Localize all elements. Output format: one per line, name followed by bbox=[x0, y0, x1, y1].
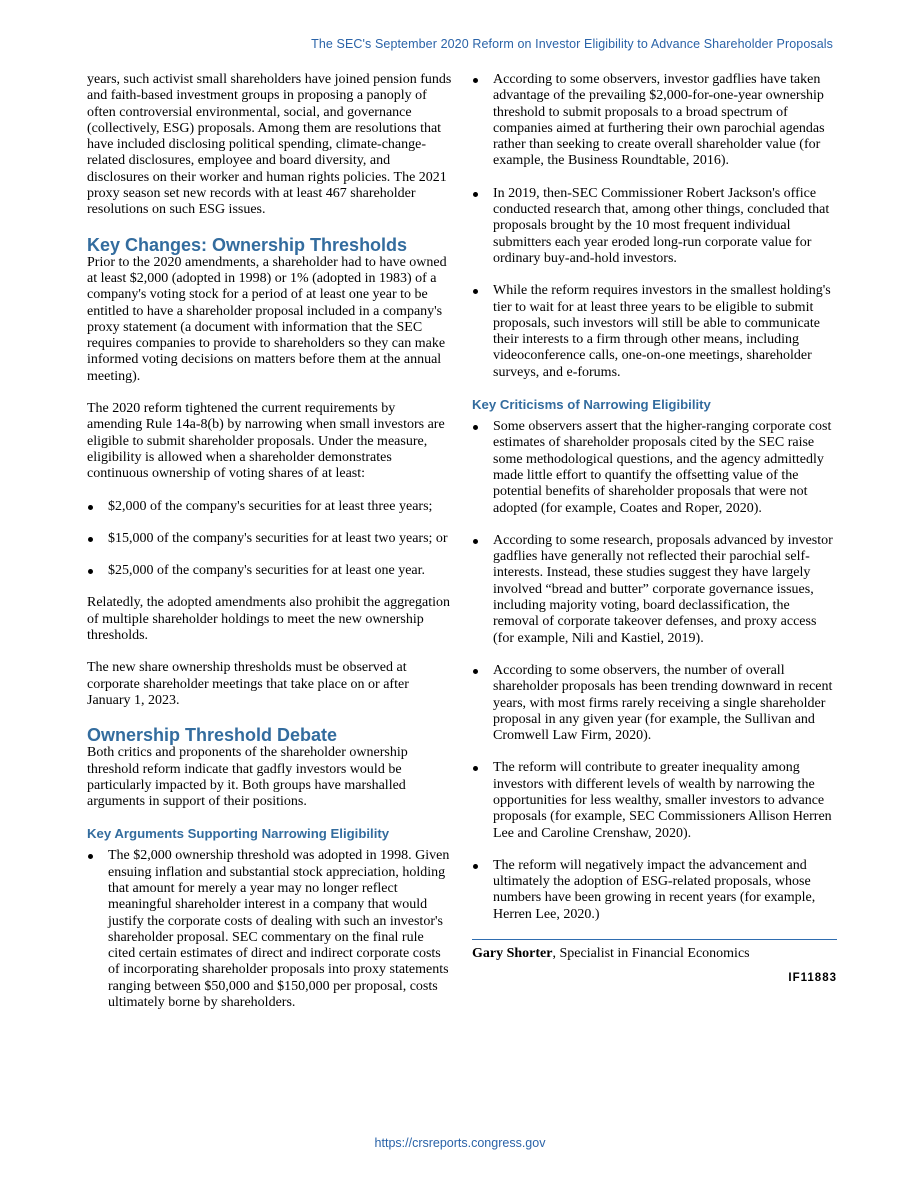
right-column bbox=[472, 72, 837, 987]
supporting-heading: Key Arguments Supporting Narrowing Eligibility bbox=[87, 826, 390, 842]
criticism-item: The reform will negatively impact the advancement and ultimately the adoption of ESG-related proposals, whose numbers have been growing in recent years (for example, Herren Lee, 2020.) bbox=[472, 858, 837, 923]
key-changes-paragraph-2: The 2020 reform tightened the current requirements by amending Rule 14a-8(b) by narrowing when small investors are eligible to submit shareholder proposals. Under the measure, eligibility is allowed when a shareholder demonstrates continuous ownership of voting shares of at least: bbox=[87, 401, 445, 482]
crs-reports-link[interactable]: https://crsreports.congress.gov bbox=[374, 1136, 546, 1150]
key-changes-heading: Key Changes: Ownership Thresholds bbox=[87, 234, 408, 255]
criticism-item: The reform will contribute to greater inequality among investors with different levels of wealth by narrowing the opportunities for less wealthy, smaller investors to advance proposals (for example, SEC Commissioners Allison Herren Lee and Caroline Crenshaw, 2020). bbox=[472, 760, 837, 841]
supporting-item: While the reform requires investors in the smallest holding's tier to wait for at least three years to be eligible to submit proposals, such investors will still be able to communicate their interests to a firm through other means, including videoconference calls, one-on-one meetings, shareholder surveys, and e-forums. bbox=[472, 283, 837, 381]
criticism-item: According to some research, proposals advanced by investor gadflies have generally not reflected their parochial self-interests. Instead, these studies suggest they have largely involved “bread and butter” corporate governance issues, including majority voting, board declassification, the removal of corporate takeover defenses, and proxy access (for example, Nili and Kastiel, 2019). bbox=[472, 533, 837, 647]
intro-paragraph: years, such activist small shareholders have joined pension funds and faith-based investment groups in proposing a panoply of often controversial environmental, social, and governance (collectively, ESG) proposals. Among them are resolutions that have included disclosing political spending, climate-change-related disclosures, employee and board diversity, and disclosures on their worker and human rights policies. The 2021 proxy season set new records with at least 467 shareholder resolutions on such ESG issues. bbox=[87, 72, 452, 218]
author-name: Gary Shorter bbox=[472, 946, 553, 962]
threshold-item: $15,000 of the company's securities for at least two years; or bbox=[87, 531, 452, 547]
key-changes-paragraph-1: Prior to the 2020 amendments, a shareholder had to have owned at least $2,000 (adopted in 1998) or 1% (adopted in 1983) of a company's voting stock for a period of at least one year to be entitled to have a shareholder proposal included in a company's proxy statement (a document with information that the SEC requires companies to provide to shareholders so they can make informed voting decisions on matters before them at the annual meeting). bbox=[87, 254, 447, 384]
supporting-item: According to some observers, investor gadflies have taken advantage of the prevailing $2,000-for-one-year ownership threshold to submit proposals to a broad spectrum of companies aimed at furthering their own parochial agendas rather than seeking to create overall shareholder value (for example, the Business Roundtable, 2016). bbox=[472, 72, 837, 170]
criticisms-heading: Key Criticisms of Narrowing Eligibility bbox=[472, 397, 711, 413]
supporting-item: The $2,000 ownership threshold was adopted in 1998. Given ensuing inflation and substantial stock appreciation, holding that amount for merely a year may no longer reflect meaningful shareholder interest in a company that would justify the corporate costs of dealing with such an investor's shareholder proposal. SEC commentary on the final rule cited certain estimates of direct and indirect corporate costs of incorporating shareholder proposals into proxy statements ranging between $50,000 and $150,000 per proposal, costs ultimately borne by shareholders. bbox=[87, 848, 452, 1011]
debate-paragraph: Both critics and proponents of the shareholder ownership threshold reform indicate that gadfly investors would be particularly impacted by it. Both groups have marshalled arguments in support of their positions. bbox=[87, 745, 408, 810]
supporting-list-continued bbox=[472, 72, 837, 381]
author-line bbox=[472, 946, 837, 962]
threshold-list bbox=[87, 499, 452, 580]
key-changes-paragraph-3: Relatedly, the adopted amendments also prohibit the aggregation of multiple shareholder holdings to meet the new ownership thresholds. bbox=[87, 595, 450, 644]
author-title: , Specialist in Financial Economics bbox=[552, 946, 750, 962]
supporting-item: In 2019, then-SEC Commissioner Robert Jackson's office conducted research that, among other things, concluded that proposals brought by the 10 most frequent individual submitters each year eroded long-run corporate value for ordinary buy-and-hold investors. bbox=[472, 186, 837, 267]
criticism-item: According to some observers, the number of overall shareholder proposals has been trending downward in recent years, with most firms rarely receiving a single shareholder proposal in any given year (for example, the Sullivan and Cromwell Law Firm, 2020). bbox=[472, 663, 837, 744]
threshold-item: $25,000 of the company's securities for at least one year. bbox=[87, 563, 452, 579]
supporting-list bbox=[87, 848, 452, 1011]
criticisms-list bbox=[472, 419, 837, 923]
author-divider bbox=[472, 939, 837, 940]
running-header: The SEC's September 2020 Reform on Investor Eligibility to Advance Shareholder Proposals bbox=[311, 37, 833, 51]
left-column bbox=[87, 72, 452, 1027]
criticism-item: Some observers assert that the higher-ranging corporate cost estimates of shareholder proposals cited by the SEC raise some methodological questions, and the agency admittedly made little effort to quantify the offsetting value of the potential benefits of shareholder proposals that were not adopted (for example, Coates and Roper, 2020). bbox=[472, 419, 837, 517]
threshold-item: $2,000 of the company's securities for at least three years; bbox=[87, 499, 452, 515]
debate-heading: Ownership Threshold Debate bbox=[87, 725, 338, 746]
document-id: IF11883 bbox=[788, 972, 837, 985]
key-changes-paragraph-4: The new share ownership thresholds must be observed at corporate shareholder meetings that take place on or after January 1, 2023. bbox=[87, 660, 409, 708]
